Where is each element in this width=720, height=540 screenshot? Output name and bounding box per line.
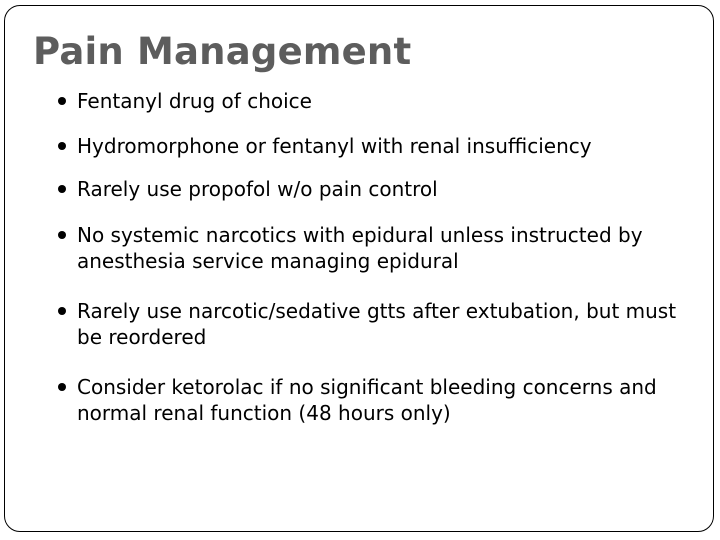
bullet-dot-icon (58, 383, 66, 391)
bullet-item (57, 133, 677, 159)
bullet-dot-icon (58, 307, 66, 315)
slide (4, 5, 714, 532)
bullet-text: Fentanyl drug of choice (77, 89, 312, 113)
bullet-dot-icon (58, 231, 66, 239)
bullet-text: Hydromorphone or fentanyl with renal insufficiency (77, 134, 592, 158)
bullet-text: No systemic narcotics with epidural unless instructed by anesthesia service managing epidural (77, 223, 643, 273)
bullet-item (57, 298, 677, 350)
bullet-item (57, 176, 677, 202)
bullet-item (57, 222, 677, 274)
bullet-text: Rarely use propofol w/o pain control (77, 177, 438, 201)
bullet-text: Consider ketorolac if no significant bleeding concerns and normal renal function (48 hours only) (77, 375, 657, 425)
bullet-item (57, 88, 677, 114)
bullet-item (57, 374, 677, 426)
bullet-text: Rarely use narcotic/sedative gtts after extubation, but must be reordered (77, 299, 677, 349)
slide-title: Pain Management (33, 30, 412, 73)
bullet-list (57, 88, 677, 426)
bullet-dot-icon (58, 142, 66, 150)
bullet-dot-icon (58, 97, 66, 105)
bullet-dot-icon (58, 185, 66, 193)
